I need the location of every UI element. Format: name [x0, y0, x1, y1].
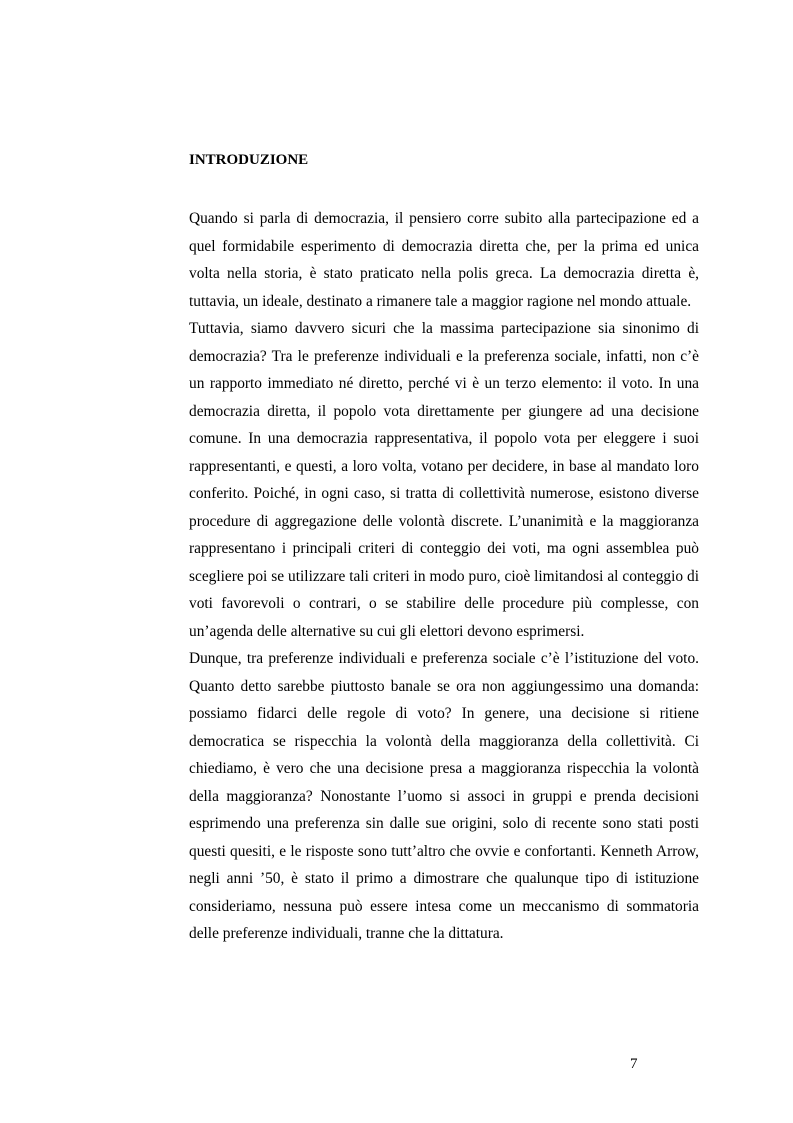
- paragraph: Tuttavia, siamo davvero sicuri che la massima partecipazione sia sinonimo di democrazia? Tra le preferenze individuali e la preferenza sociale, infatti, non c’è un rapporto immediato né diretto, perché vi è un terzo elemento: il voto. In una democrazia diretta, il popolo vota direttamente per giungere ad una decisione comune. In una democrazia rappresentativa, il popolo vota per eleggere i suoi rappresentanti, e questi, a loro volta, votano per decidere, in base al mandato loro conferito. Poiché, in ogni caso, si tratta di collettività numerose, esistono diverse procedure di aggregazione delle volontà discrete. L’unanimità e la maggioranza rappresentano i principali criteri di conteggio dei voti, ma ogni assemblea può scegliere poi se utilizzare tali criteri in modo puro, cioè limitandosi al conteggio di voti favorevoli o contrari, o se stabilire delle procedure più complesse, con un’agenda delle alternative su cui gli elettori devono esprimersi.: [189, 320, 699, 640]
- section-heading: INTRODUZIONE: [189, 152, 309, 168]
- body-text: [189, 205, 699, 948]
- paragraph: Quando si parla di democrazia, il pensiero corre subito alla partecipazione ed a quel formidabile esperimento di democrazia diretta che, per la prima ed unica volta nella storia, è stato praticato nella polis greca. La democrazia diretta è, tuttavia, un ideale, destinato a rimanere tale a maggior ragione nel mondo attuale.: [189, 210, 699, 310]
- paragraph: Dunque, tra preferenze individuali e preferenza sociale c’è l’istituzione del voto. Quanto detto sarebbe piuttosto banale se ora non aggiungessimo una domanda: possiamo fidarci delle regole di voto? In genere, una decisione si ritiene democratica se rispecchia la volontà della maggioranza della collettività. Ci chiediamo, è vero che una decisione presa a maggioranza rispecchia la volontà della maggioranza? Nonostante l’uomo si associ in gruppi e prenda decisioni esprimendo una preferenza sin dalle sue origini, solo di recente sono stati posti questi quesiti, e le risposte sono tutt’altro che ovvie e confortanti. Kenneth Arrow, negli anni ’50, è stato il primo a dimostrare che qualunque tipo di istituzione consideriamo, nessuna può essere intesa come un meccanismo di sommatoria delle preferenze individuali, tranne che la dittatura.: [189, 650, 699, 942]
- page-number: 7: [630, 1056, 638, 1072]
